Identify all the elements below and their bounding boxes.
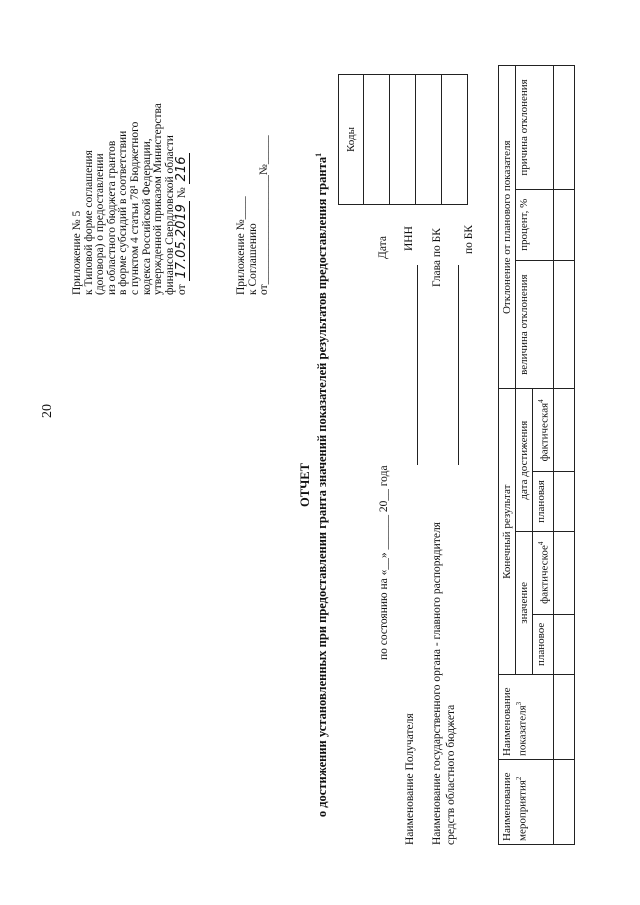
header-dev-value: величина отклонения [516,260,554,389]
gov-body-line [458,265,459,465]
table-cell [553,66,574,190]
agreement-appendix [236,45,271,295]
footnote-marker: 2 [515,776,523,781]
header-date: дата достижения [516,389,533,531]
title-subtitle [312,125,329,845]
appendix-line: с пунктом 4 статьи 78¹ Бюджетного [128,121,141,295]
appendix-line: к Типовой форме соглашения [82,150,95,295]
agreement-appendix-line: от___________________№_____ [258,135,271,295]
table-cell [553,189,574,260]
appendix-header [72,45,189,295]
code-cell-chapter [416,75,442,205]
report-table [498,65,575,845]
codes-box [338,74,468,205]
title-main: ОТЧЕТ [298,463,312,507]
code-label-chapter: Глава по БК [431,228,443,287]
header-actual-value-text: фактическое [538,545,551,604]
table-cell [553,675,574,760]
header-indicator-text: Наименование показателя [501,687,529,756]
as-of-date: по состоянию на «__» ______ 20__ года [378,465,390,660]
gov-body-label: Наименование государственного органа - главного распорядителя [431,522,443,845]
appendix-line: (договора) о предоставлении [94,153,107,295]
table-cell [553,760,574,845]
document-title [298,125,329,845]
header-deviation: Отклонение от планового показателя [499,66,516,389]
footnote-marker: 4 [537,541,545,546]
header-dev-percent: процент, % [516,189,554,260]
header-actual-date [533,389,554,472]
recipient-label: Наименование Получателя [404,713,416,845]
recipient-line [417,265,418,465]
header-indicator [499,675,554,760]
title-subtitle-text: о достижении установленных при предоставлении гранта значений показателей результатов предоставления гранта [315,156,330,818]
appendix-line: в форме субсидий в соответствии [117,130,130,295]
header-event-text: Наименование мероприятия [501,772,529,841]
codes-header: Коды [339,75,364,205]
appendix-line: Приложение № 5 [71,210,83,295]
header-final-result: Конечный результат [499,389,516,675]
appendix-line: из областного бюджета грантов [105,140,118,295]
header-actual-date-text: фактическая [538,402,551,462]
gov-body-label-cont: средств областного бюджета [445,704,457,845]
rotated-page [0,45,640,905]
code-cell-bk [442,75,468,205]
footnote-marker: 1 [314,152,323,157]
handwritten-date: 17.05.2019 [174,201,190,281]
header-planned-value: плановое [533,614,554,674]
table-cell [553,472,574,531]
code-label-inn: ИНН [403,226,415,251]
appendix-line: финансов Свердловской области [163,135,176,295]
agreement-appendix-line: к Соглашению [246,223,259,295]
header-planned-date: плановая [533,472,554,531]
appendix-line: утвержденной приказом Министерства [152,103,165,295]
footnote-marker: 3 [515,701,523,706]
agreement-appendix-line: Приложение №____ [235,196,247,295]
appendix-line: кодекса Российской Федерации, [140,138,153,295]
header-event [499,760,554,845]
code-cell-inn [390,75,416,205]
code-cell-date [364,75,390,205]
table-cell [553,614,574,674]
number-prefix: № [176,187,189,199]
code-label-bk: по БК [463,224,475,254]
from-prefix: от [176,284,189,295]
header-actual-value [533,531,554,614]
header-value: значение [516,531,533,674]
appendix-order-line [176,45,189,295]
code-label-date: Дата [377,236,389,259]
table-cell [553,389,574,472]
page-number: 20 [40,404,55,418]
header-dev-reason: причина отклонения [516,66,554,190]
table-cell [553,531,574,614]
handwritten-number: 216 [174,154,190,185]
footnote-marker: 4 [537,399,545,403]
table-cell [553,260,574,389]
table-row [553,66,574,845]
